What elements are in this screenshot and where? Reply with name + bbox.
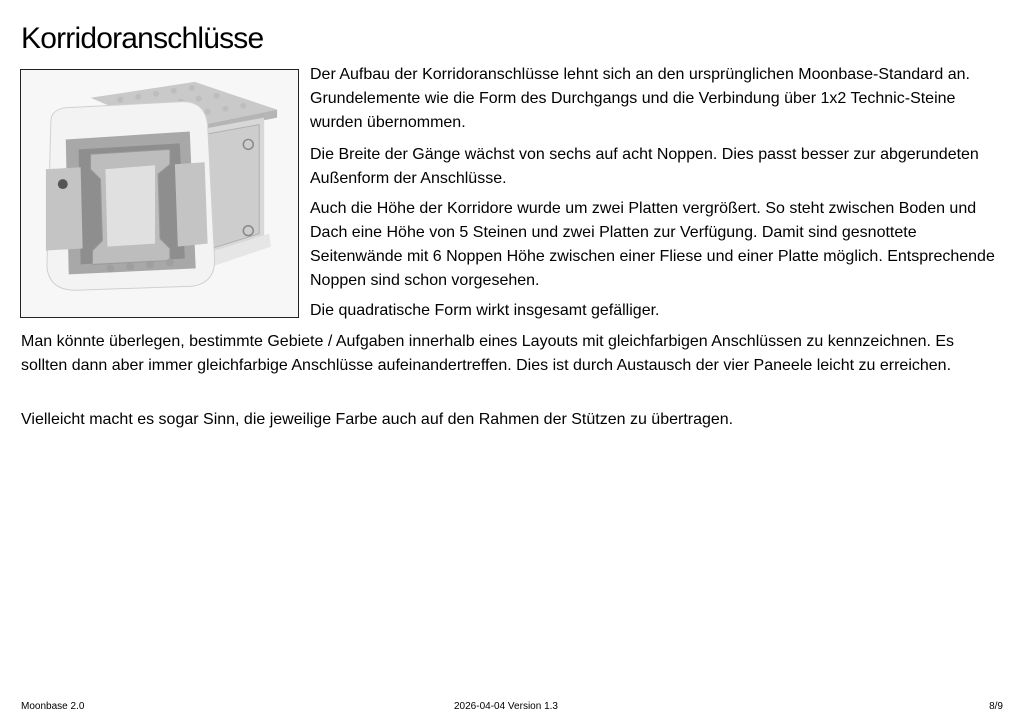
paragraph-5: Man könnte überlegen, bestimmte Gebiete / Aufgaben innerhalb eines Layouts mit gleichfarbigen Anschlüssen zu kennzeichnen. Es sollten dann aber immer gleichfarbige Anschlüsse aufeinandertreffen. Dies ist durch Austausch der vier Paneele leicht zu erreichen.	[21, 333, 955, 374]
page-title: Korridoranschlüsse	[21, 22, 264, 55]
paragraph-4: Die quadratische Form wirkt insgesamt gefälliger.	[310, 302, 660, 319]
paragraph-1: Der Aufbau der Korridoranschlüsse lehnt sich an den ursprünglichen Moonbase-Standard an. Grundelemente wie die Form des Durchgangs und die Verbindung über 1x2 Technic-Steine wurden übernommen.	[310, 66, 970, 131]
paragraph-2: Die Breite der Gänge wächst von sechs auf acht Noppen. Dies passt besser zur abgerundeten Außenform der Anschlüsse.	[310, 146, 979, 187]
footer-date-version: 2026-04-04 Version 1.3	[454, 701, 558, 712]
paragraph-3: Auch die Höhe der Korridore wurde um zwei Platten vergrößert. So steht zwischen Boden und Dach eine Höhe von 5 Steinen und zwei Platten zur Verfügung. Damit sind gesnottete Seitenwände mit 6 Noppen Höhe zwischen einer Fliese und einer Platte möglich. Entsprechende Noppen sind schon vorgesehen.	[310, 200, 995, 289]
footer-page-number: 8/9	[989, 701, 1003, 712]
corridor-connector-render	[20, 69, 299, 318]
footer-document-title: Moonbase 2.0	[21, 701, 85, 712]
paragraph-6: Vielleicht macht es sogar Sinn, die jeweilige Farbe auch auf den Rahmen der Stützen zu übertragen.	[21, 411, 734, 428]
